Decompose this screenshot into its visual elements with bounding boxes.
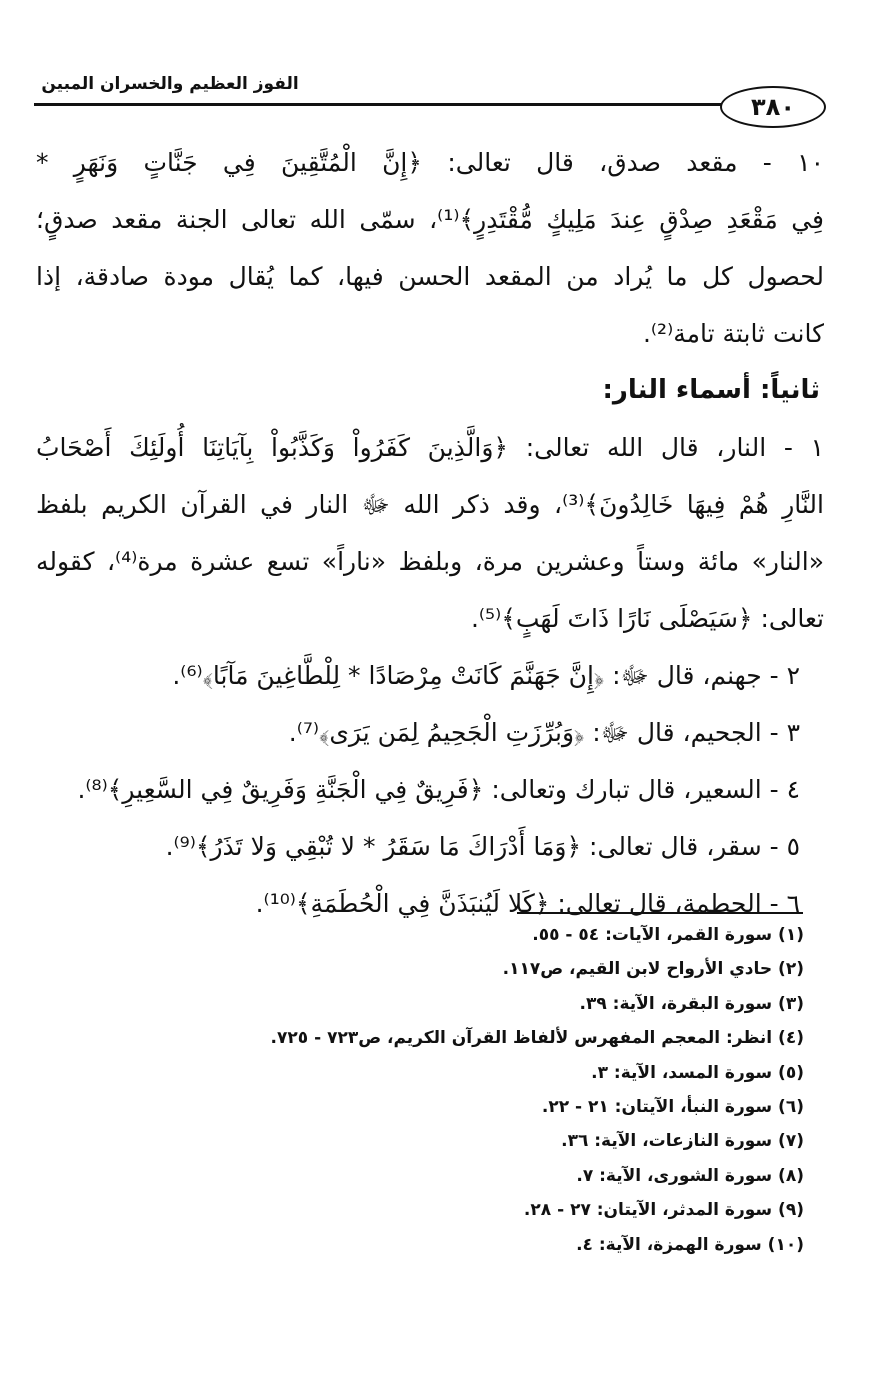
header-rule bbox=[34, 103, 724, 106]
footnote: (٨) سورة الشورى، الآية: ٧. bbox=[576, 1165, 804, 1186]
footnotes bbox=[180, 918, 804, 1262]
list-item: ٥ - سقر، قال تعالى: ﴿وَمَا أَدْرَاكَ مَا سَقَرُ * لا تُبْقِي وَلا تَذَرُ﴾⁽⁹⁾. bbox=[165, 832, 800, 861]
list-item: ٦ - الحطمة، قال تعالى: ﴿كَلا لَيُنبَذَنَّ فِي الْحُطَمَةِ﴾⁽¹⁰⁾. bbox=[255, 889, 800, 918]
section-heading: ثانياً: أسماء النار: bbox=[602, 375, 820, 405]
footnote: (٣) سورة البقرة، الآية: ٣٩. bbox=[579, 993, 804, 1014]
list-item: ٢ - جهنم، قال ﷻ: ﴿إِنَّ جَهَنَّمَ كَانَتْ مِرْصَادًا * لِلْطَّاغِينَ مَآبًا﴾⁽⁶⁾. bbox=[172, 661, 800, 690]
text-line: كانت ثابتة تامة⁽²⁾. bbox=[642, 319, 824, 348]
footnote: (١) سورة القمر، الآيات: ٥٤ - ٥٥. bbox=[532, 925, 804, 945]
footnote: (١٠) سورة الهمزة، الآية: ٤. bbox=[576, 1234, 804, 1255]
footnote: (٢) حادي الأرواح لابن القيم، ص١١٧. bbox=[502, 959, 804, 980]
footnote: (٧) سورة النازعات، الآية: ٣٦. bbox=[561, 1131, 804, 1152]
main-text bbox=[36, 134, 824, 932]
text-line: «النار» مائة وستاً وعشرين مرة، وبلفظ «ناراً» تسع عشرة مرة⁽⁴⁾، كقوله bbox=[36, 547, 824, 576]
footnote: (٦) سورة النبأ، الآيتان: ٢١ - ٢٢. bbox=[541, 1096, 804, 1117]
text-line: فِي مَقْعَدِ صِدْقٍ عِندَ مَلِيكٍ مُّقْتَدِرٍ﴾⁽¹⁾، سمّى الله تعالى الجنة مقعد صدقٍ؛ bbox=[36, 205, 824, 234]
footnote-rule bbox=[517, 912, 803, 914]
page-number bbox=[720, 86, 826, 128]
text-line: ١ - النار، قال الله تعالى: ﴿وَالَّذِينَ كَفَرُواْ وَكَذَّبُواْ بِآيَاتِنَا أُولَئِكَ أَصْحَابُ bbox=[36, 433, 824, 462]
footnote: (٩) سورة المدثر، الآيتان: ٢٧ - ٢٨. bbox=[523, 1200, 804, 1221]
text-line: لحصول كل ما يُراد من المقعد الحسن فيها، كما يُقال مودة صادقة، إذا bbox=[36, 262, 824, 291]
list-item: ٤ - السعير، قال تبارك وتعالى: ﴿فَرِيقٌ فِي الْجَنَّةِ وَفَرِيقٌ فِي السَّعِيرِ﴾⁽⁸⁾. bbox=[77, 775, 800, 804]
running-title: الفوز العظيم والخسران المبين bbox=[41, 74, 299, 94]
text-line: تعالى: ﴿سَيَصْلَى نَارًا ذَاتَ لَهَبٍ﴾⁽⁵⁾. bbox=[470, 604, 824, 633]
text-line: ١٠ - مقعد صدق، قال تعالى: ﴿إِنَّ الْمُتَّقِينَ فِي جَنَّاتٍ وَنَهَرٍ * bbox=[36, 148, 824, 177]
page-number-text: ٣٨٠ bbox=[751, 93, 795, 121]
text-line: النَّارِ هُمْ فِيهَا خَالِدُونَ﴾⁽³⁾، وقد ذكر الله ﷻ النار في القرآن الكريم بلفظ bbox=[36, 490, 824, 519]
footnote: (٤) انظر: المعجم المفهرس لألفاظ القرآن الكريم، ص٧٢٣ - ٧٢٥. bbox=[270, 1028, 804, 1049]
list-item: ٣ - الجحيم، قال ﷻ: ﴿وَبُرِّزَتِ الْجَحِيمُ لِمَن يَرَى﴾⁽⁷⁾. bbox=[288, 718, 800, 747]
footnote: (٥) سورة المسد، الآية: ٣. bbox=[591, 1062, 804, 1083]
